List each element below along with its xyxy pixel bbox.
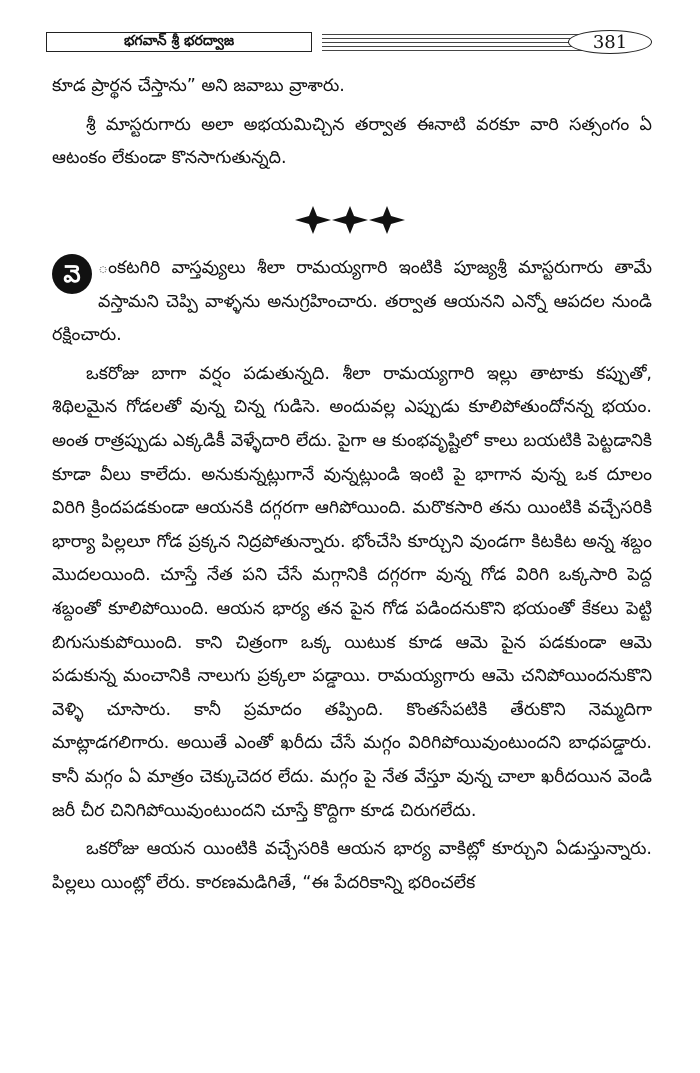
drop-cap: వె [52, 254, 92, 294]
section-body [52, 252, 652, 905]
header-rule [322, 50, 612, 51]
paragraph: కూడ ప్రార్థన చేస్తాను” అని జవాబు వ్రాశారు. [52, 76, 345, 96]
first-paragraph [52, 252, 652, 353]
header-rule [322, 34, 612, 35]
divider-ornament-icon [295, 206, 405, 234]
paragraph: ఒకరోజు బాగా వర్షం పడుతున్నది. శీలా రామయ్యగారి ఇల్లు తాటాకు కప్పుతో, శిథిలమైన గోడలతో వున్న చిన్న గుడిసె. అందువల్ల ఎప్పుడు కూలిపోతుందోనన్న భయం. అంత రాత్రప్పుడు ఎక్కడికీ వెళ్ళేదారి లేదు. పైగా ఆ కుంభవృష్టిలో కాలు బయటికి పెట్టడానికి కూడా వీలు కాలేదు. అనుకున్నట్లుగానే వున్నట్లుండి ఇంటి పై భాగాన వున్న ఒక దూలం విరిగి క్రిందపడకుండా ఆయనకి దగ్గరగా ఆగిపోయింది. మరొకసారి తను యింటికి వచ్చేసరికి భార్యా పిల్లలూ గోడ ప్రక్కన నిద్రపోతున్నారు. భోంచేసి కూర్చుని వుండగా కిటకిట అన్న శబ్దం మొదలయింది. చూస్తే నేత పని చేసే మగ్గానికి దగ్గరగా వున్న గోడ విరిగి ఒక్కసారి పెద్ద శబ్దంతో కూలిపోయింది. ఆయన భార్య తన పైన గోడ పడిందనుకొని భయంతో కేకలు పెట్టి బిగుసుకుపోయింది. కాని చిత్రంగా ఒక్క యిటుక కూడ ఆమె పైన పడకుండా ఆమె పడుకున్న మంచానికి నాలుగు ప్రక్కలా పడ్డాయి. రామయ్యగారు ఆమె చనిపోయిందనుకొని వెళ్ళి చూసారు. కానీ ప్రమాదం తప్పింది. కొంతసేపటికి తేరుకొని నెమ్మదిగా మాట్లాడగలిగారు. అయితే ఎంతో ఖరీదు చేసే మగ్గం విరిగిపోయివుంటుందని బాధపడ్డారు. కానీ మగ్గం ఏ మాత్రం చెక్కుచెదర లేదు. మగ్గం పై నేత వేస్తూ వున్న చాలా ఖరీదయిన వెండి జరీ చీర చినిగిపోయివుంటుందని చూస్తే కొద్దిగా కూడ చిరుగలేదు. [52, 363, 652, 821]
page-body [52, 70, 652, 181]
page-number: 381 [568, 30, 652, 54]
book-title: భగవాన్ శ్రీ భరద్వాజ [46, 32, 312, 52]
page-header [46, 30, 652, 56]
paragraph: ఒకరోజు ఆయన యింటికి వచ్చేసరికి ఆయన భార్య వాకిట్లో కూర్చుని ఏడుస్తున్నారు. పిల్లలు యింట్లో లేరు. కారణమడిగితే, “ఈ పేదరికాన్ని భరించలేక [52, 839, 652, 893]
paragraph: శ్రీ మాస్టరుగారు అలా అభయమిచ్చిన తర్వాత ఈనాటి వరకూ వారి సత్సంగం ఏ ఆటంకం లేకుండా కొనసాగుతున్నది. [52, 114, 652, 169]
header-rule [322, 46, 612, 47]
first-paragraph-text: ంకటగిరి వాస్తవ్యులు శీలా రామయ్యగారి ఇంటికి పూజ్యశ్రీ మాస్టరుగారు తామే వస్తామని చెప్పి వాళ్ళను అనుగ్రహించారు. తర్వాత ఆయనని ఎన్నో ఆపదల నుండి రక్షించారు. [52, 258, 652, 346]
